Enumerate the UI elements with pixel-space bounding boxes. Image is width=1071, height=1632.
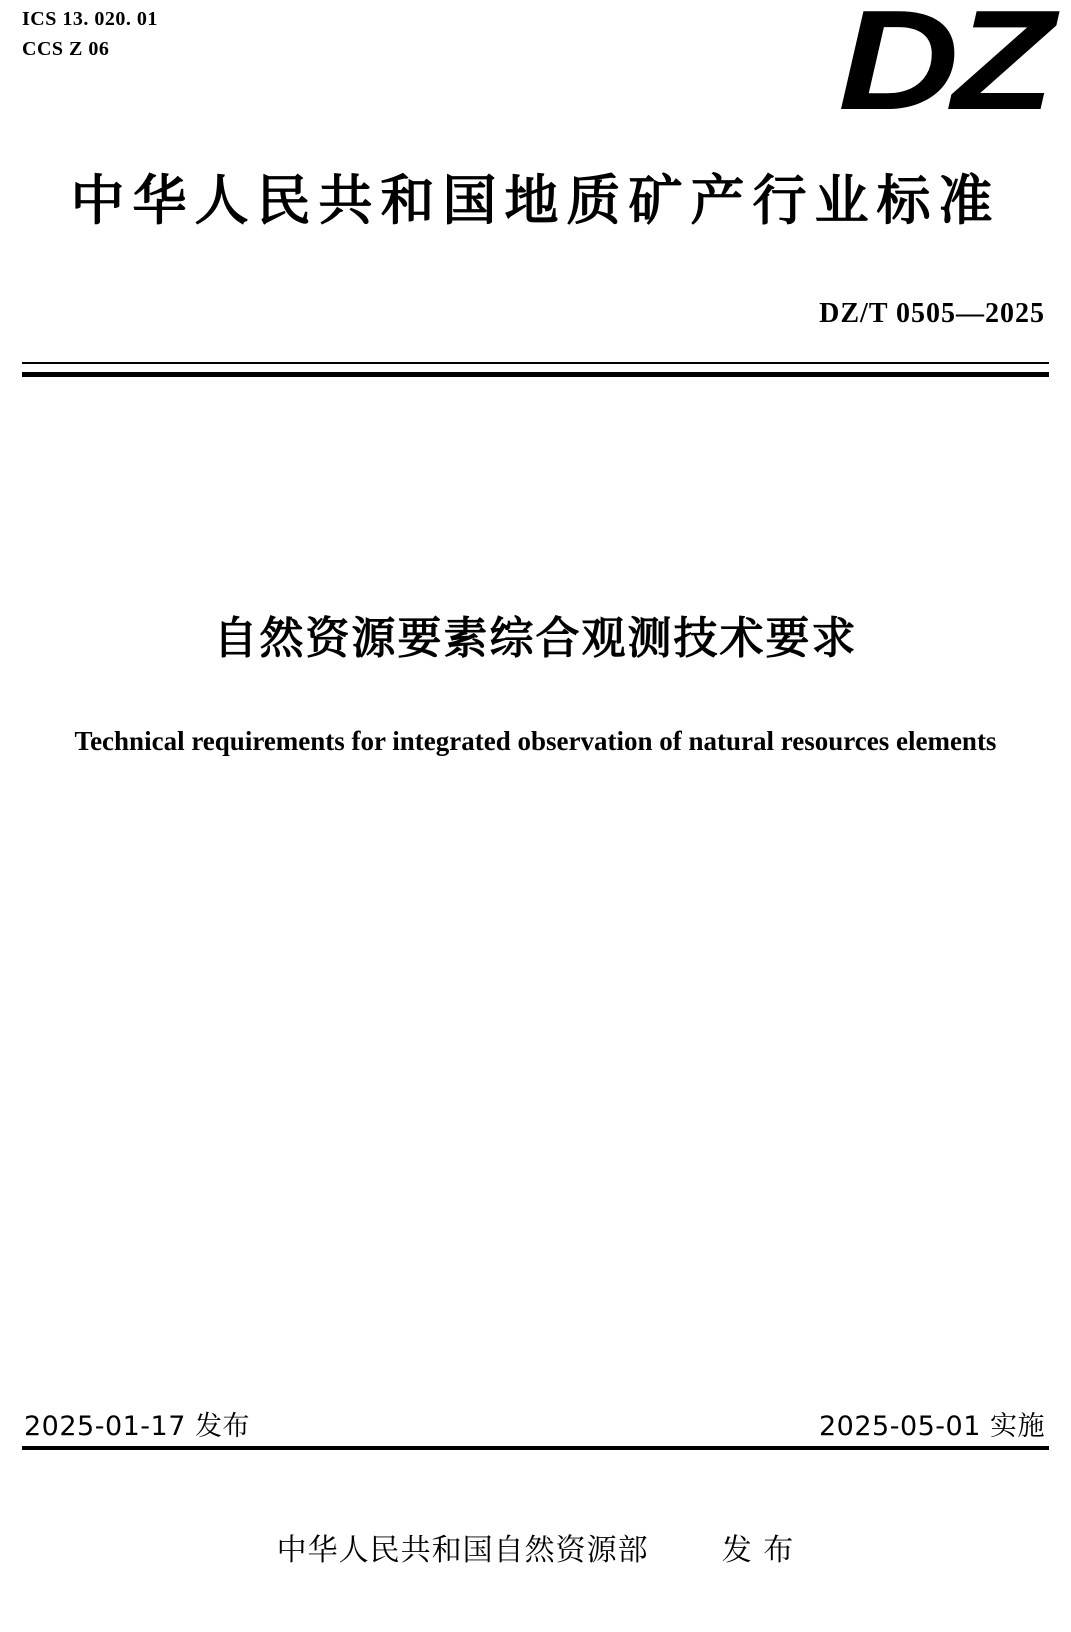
classification-codes (22, 4, 158, 64)
standard-number: DZ/T 0505—2025 (819, 298, 1045, 329)
dz-logo: DZ (837, 0, 1047, 140)
divider-thick-top (22, 372, 1049, 377)
publisher-action: 发 布 (721, 1533, 795, 1568)
publisher-line (0, 1525, 1071, 1569)
ics-code: ICS 13. 020. 01 (22, 8, 158, 30)
divider-thin-top (22, 362, 1049, 364)
issue-date: 2025-01-17 发布 (24, 1411, 250, 1442)
authority-title: 中华人民共和国地质矿产行业标准 (70, 169, 1001, 232)
publisher-name: 中华人民共和国自然资源部 (276, 1533, 649, 1568)
divider-footer (22, 1446, 1049, 1450)
ccs-code: CCS Z 06 (22, 38, 110, 60)
document-title-english: Technical requirements for integrated observation of natural resources elements (74, 726, 997, 756)
document-title-chinese: 自然资源要素综合观测技术要求 (213, 613, 858, 664)
effective-date: 2025-05-01 实施 (819, 1411, 1045, 1442)
